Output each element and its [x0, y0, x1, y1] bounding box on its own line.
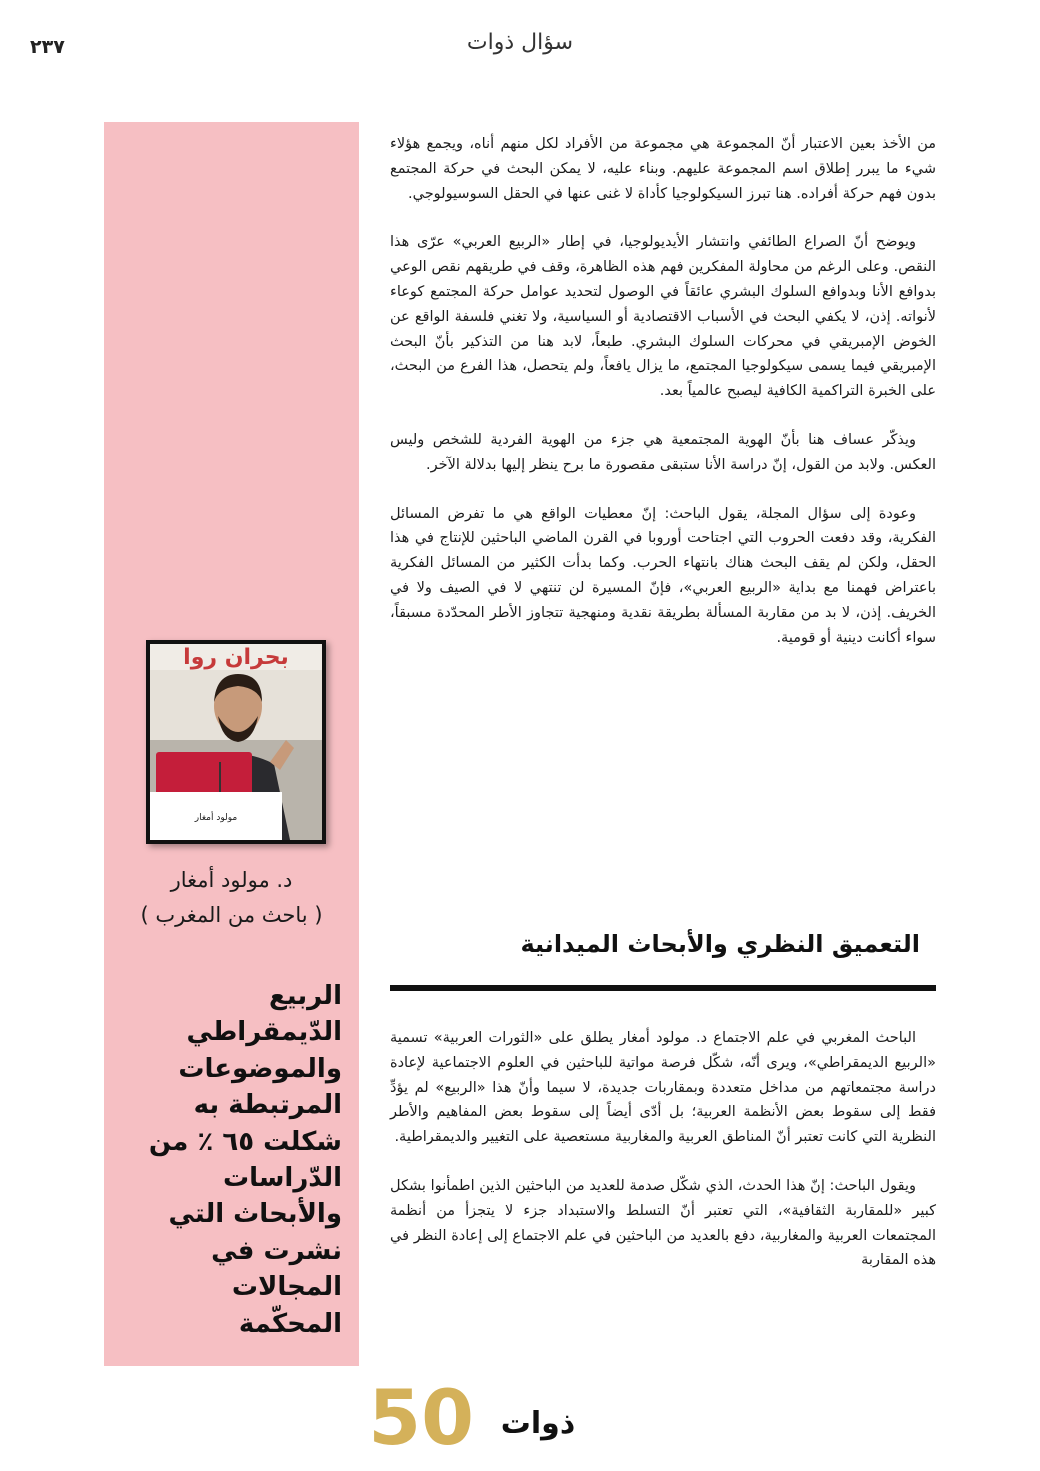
- author-name: د. مولود أمغار: [170, 868, 293, 892]
- logo-number: 50: [368, 1373, 474, 1462]
- page-number: ٢٣٧: [30, 36, 65, 58]
- photo-nameplate: مولود أمغار: [194, 813, 238, 823]
- article-paragraph: ويوضح أنّ الصراع الطائفي وانتشار الأيديولوجيا، في إطار «الربيع العربي» عرّى هذا النقص. وعلى الرغم من محاولة المفكرين فهم هذه الظاهرة، وقف في طريقهم نقص الوعي بدوافع الأنا وبدوافع السلوك البشري عائقاً في الوصول لتحديد عوامل حركة المجتمع كوعاء لأنواته. إذن، لا يكفي البحث في الأسباب الاقتصادية أو السياسية، ولا تغني فلسفة الواقع عن الخوض الإمبريقي في محركات السلوك البشري. طبعاً، لابد هنا من التذكير بأنّ البحث الإمبريقي فيما يسمى سيكولوجيا المجتمع، ما يزال يافعاً، ولم يتحصل، هذا الفرع من البحث، على الخبرة التراكمية الكافية ليصبح عالمياً بعد.: [390, 234, 936, 400]
- author-affiliation: ( باحث من المغرب ): [140, 903, 323, 927]
- article-paragraph: ويقول الباحث: إنّ هذا الحدث، الذي شكّل صدمة للعديد من الباحثين الذين اطمأنوا بشكل كبير «للمقاربة الثقافية»، التي تعتبر أنّ التسلط والاستبداد جزء لا يتجزأ من أنظمة المجتمعات العربية والمغاربية، دفع بالعديد من الباحثين في علم الاجتماع إلى إعادة النظر في هذه المقاربة: [390, 1177, 936, 1269]
- logo-wordmark: ذوات: [500, 1406, 576, 1441]
- svg-text:بحران روا: بحران روا: [183, 645, 289, 670]
- section-heading: التعميق النظري والأبحاث الميدانية: [520, 930, 920, 958]
- author-photo: [146, 640, 326, 844]
- article-paragraph: ويذكّر عساف هنا بأنّ الهوية المجتمعية هي جزء من الهوية الفردية للشخص وليس العكس. ولابد من القول، إنّ دراسة الأنا ستبقى مقصورة ما برح ينظر إليها بدلالة الآخر.: [390, 431, 936, 473]
- article-paragraph: وعودة إلى سؤال المجلة، يقول الباحث: إنّ معطيات الواقع هي ما تفرض المسائل الفكرية، وقد دفعت الحروب التي اجتاحت أوروبا في القرن الماضي الباحثين للإنتاج في هذا الحقل، ولكن لم يقف البحث هناك بانتهاء الحرب. وكما بدأت الكثير من المسائل الفكرية باعتراض فهمنا مع بداية «الربيع العربي»، فإنّ المسيرة لن تنتهي لا في الصيف ولا في الخريف. إذن، لا بد من مقاربة المسألة بطريقة نقدية ومنهجية تتجاوز الأطر المحدّدة مسبقاً، سواء أكانت دينية أو قومية.: [390, 505, 936, 646]
- heading-rule: [390, 985, 936, 991]
- article-paragraph: من الأخذ بعين الاعتبار أنّ المجموعة هي مجموعة من الأفراد لكل منهم أناه، ويجمع هؤلاء شيء ما يبرر إطلاق اسم المجموعة عليهم. وبناء عليه، لا يمكن البحث في حركة المجتمع بدون فهم حركة أفراده. هنا تبرز السيكولوجيا كأداة لا غنى عنها في الحقل السوسيولوجي.: [390, 136, 936, 202]
- article-column-top: [390, 132, 936, 674]
- running-title: سؤال ذوات: [466, 30, 574, 55]
- magazine-logo: [368, 1373, 610, 1462]
- article-column-bottom: [390, 1026, 936, 1297]
- pull-quote: الربيع الدّيمقراطي والموضوعات المرتبطة به شكلت ٦٥ ٪ من الدّراسات والأبحاث التي نشرت في المجالات المحكّمة: [148, 981, 342, 1339]
- article-paragraph: الباحث المغربي في علم الاجتماع د. مولود أمغار يطلق على «الثورات العربية» تسمية «الربيع الديمقراطي»، ويرى أنّه، شكّل فرصة مواتية للباحثين في العلوم الاجتماعية لإعادة دراسة مجتمعاتهم من مداخل متعددة وبمقاربات جديدة، لا سيما وأنّ هذا «الربيع» لم يؤدِّ فقط إلى سقوط بعض الأنظمة العربية؛ بل أدّى أيضاً إلى سقوط بعض المفاهيم والأطر النظرية التي كانت تعتبر أنّ المناطق العربية والمغاربية مستعصية على التغيير والديمقراطية.: [390, 1030, 936, 1146]
